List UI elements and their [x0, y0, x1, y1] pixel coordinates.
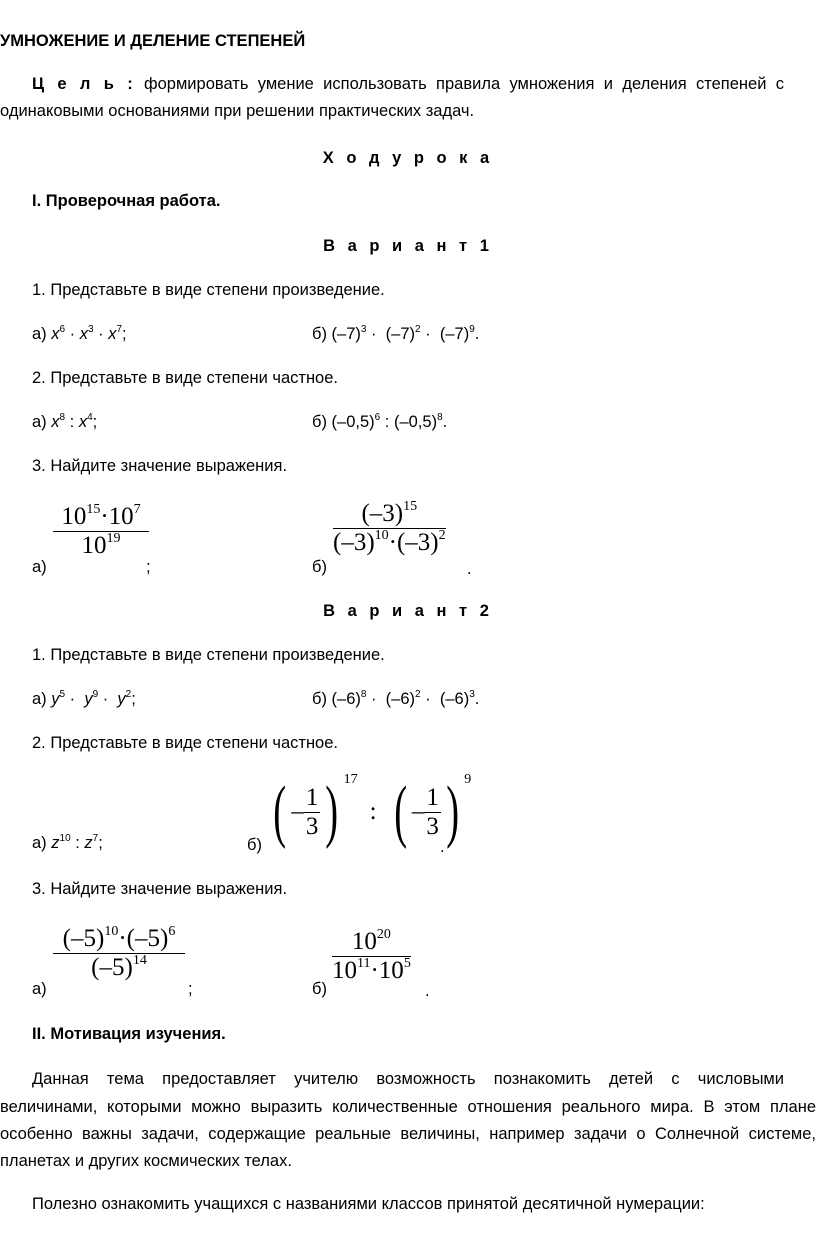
math-text: (–5): [91, 954, 133, 981]
math-text: (–5): [62, 925, 105, 952]
lesson-heading: Х о д у р о к а: [322, 149, 494, 167]
math-text: · (–7): [366, 325, 416, 343]
math-text: а): [32, 325, 52, 343]
exponent: 8: [59, 412, 66, 423]
paragraph-line: величинами, которыми можно выразить количественные отношения реального мира. В этом плане: [0, 1098, 816, 1116]
v2-question-3: 3. Найдите значение выражения.: [32, 880, 288, 898]
exponent: 10: [104, 924, 119, 939]
math-text: (–3): [333, 529, 375, 556]
variable: y: [84, 690, 93, 708]
variable: y: [117, 690, 126, 708]
v2-task-3b-label: б): [312, 980, 327, 998]
exponent: 5: [59, 689, 66, 700]
v1-task-3b-label: б): [312, 558, 327, 576]
v2-task-3a-label: а): [32, 980, 47, 998]
math-text: · (–6): [420, 690, 470, 708]
math-text: 10: [351, 928, 377, 955]
exponent: 20: [376, 927, 391, 942]
section-2-heading: II. Мотивация изучения.: [32, 1025, 226, 1043]
exponent: 2: [438, 528, 446, 543]
v1-task-2b: [312, 411, 447, 433]
exponent: 10: [374, 528, 389, 543]
punct: ;: [188, 980, 193, 998]
exponent: 9: [469, 324, 475, 335]
variable: x: [51, 413, 60, 431]
paragraph-2: Полезно ознакомить учащихся с названиями классов принятой десятичной нумерации:: [32, 1195, 705, 1213]
punct: ;: [146, 558, 151, 576]
variant-1-heading: В а р и а н т 1: [323, 237, 493, 255]
exponent: 2: [415, 689, 421, 700]
math-text: ·(–5): [118, 925, 169, 952]
math-text: ·: [65, 325, 80, 343]
fraction: [424, 784, 441, 841]
math-text: 10: [332, 957, 357, 984]
numerator: [361, 500, 417, 528]
math-text: :: [65, 413, 79, 431]
v1-task-2a: [32, 411, 97, 433]
fraction: [304, 784, 321, 841]
goal-line-2: одинаковыми основаниями при решении практических задач.: [0, 102, 475, 120]
math-text: а): [32, 413, 52, 431]
math-text: б) (–6): [312, 690, 361, 708]
v2-task-2b-label: б): [247, 836, 262, 854]
math-text: ;: [122, 325, 127, 343]
punct: .: [440, 838, 445, 856]
paren: ): [446, 773, 459, 850]
numerator: [63, 925, 176, 953]
exponent: 9: [92, 689, 99, 700]
denominator: [332, 956, 411, 985]
numerator: 1: [426, 783, 439, 811]
paren: (: [273, 773, 287, 850]
exponent: 8: [360, 689, 367, 700]
exponent: 6: [59, 324, 66, 335]
variable: z: [84, 834, 93, 852]
v1-task-3a-fraction: [53, 503, 149, 560]
v2-task-2a: [32, 832, 103, 854]
exponent: 6: [168, 924, 176, 939]
goal-line-1: [0, 73, 784, 95]
numerator: 1: [305, 783, 319, 811]
math-text: а): [32, 690, 52, 708]
punct: .: [467, 560, 472, 578]
exponent: 15: [403, 499, 418, 514]
exponent: 11: [357, 956, 371, 971]
v1-task-1b: [312, 323, 479, 345]
paren: (: [393, 773, 407, 850]
exponent: 5: [403, 956, 411, 971]
section-1-heading: I. Проверочная работа.: [32, 192, 221, 210]
math-text: : (–0,5): [380, 413, 438, 431]
exponent: 15: [86, 502, 101, 517]
paragraph-line: планетах и других космических телах.: [0, 1152, 292, 1170]
document-title: УМНОЖЕНИЕ И ДЕЛЕНИЕ СТЕПЕНЕЙ: [0, 32, 306, 50]
math-text: ·: [65, 690, 85, 708]
v1-task-3a-label: а): [32, 558, 47, 576]
exponent: 2: [415, 324, 421, 335]
math-text: ·(–3): [388, 529, 439, 556]
v1-task-1a: [32, 323, 127, 345]
v1-question-2: 2. Представьте в виде степени частное.: [32, 369, 338, 387]
paragraph-line: Данная тема предоставляет учителю возможность познакомить детей с числовыми: [32, 1070, 784, 1088]
colon: :: [369, 798, 377, 825]
minus: –: [291, 798, 304, 825]
exponent: 9: [464, 772, 472, 787]
denominator: 3: [426, 812, 439, 840]
exponent: 4: [87, 412, 93, 423]
math-text: б) (–7): [312, 325, 361, 343]
exponent: 10: [59, 833, 71, 844]
math-text: · (–6): [366, 690, 416, 708]
punct: .: [425, 982, 430, 1000]
denominator: 3: [305, 812, 319, 840]
math-text: 10: [61, 503, 87, 530]
math-text: ·10: [370, 957, 404, 984]
v2-question-1: 1. Представьте в виде степени произведение.: [32, 646, 385, 664]
math-text: ;: [98, 834, 103, 852]
exponent: 6: [374, 412, 381, 423]
v1-question-1: 1. Представьте в виде степени произведение.: [32, 281, 385, 299]
math-text: ;: [92, 413, 98, 431]
exponent: 7: [92, 833, 99, 844]
numerator: [61, 503, 140, 531]
v1-task-3b-fraction: [333, 500, 446, 557]
variable: x: [78, 413, 88, 431]
denominator: [53, 953, 185, 982]
exponent: 7: [116, 324, 123, 335]
math-text: .: [474, 690, 480, 708]
math-text: .: [442, 413, 448, 431]
math-text: .: [474, 325, 480, 343]
math-text: б) (–0,5): [312, 413, 375, 431]
variable: x: [108, 325, 117, 343]
v2-task-1b: [312, 688, 479, 710]
denominator: [53, 531, 149, 560]
exponent: 2: [125, 689, 132, 700]
exponent: 8: [437, 412, 443, 423]
variable: x: [51, 325, 60, 343]
math-text: ;: [131, 690, 136, 708]
math-text: ·: [98, 690, 118, 708]
variable: y: [51, 690, 60, 708]
exponent: 7: [133, 502, 141, 517]
numerator: [352, 928, 391, 956]
math-text: ·: [93, 325, 109, 343]
exponent: 14: [132, 953, 147, 968]
paren: ): [325, 773, 339, 850]
minus: –: [411, 798, 425, 825]
math-text: :: [70, 834, 85, 852]
math-text: ·10: [100, 503, 134, 530]
v2-question-2: 2. Представьте в виде степени частное.: [32, 734, 338, 752]
v2-task-3a-fraction: [53, 925, 185, 982]
math-text: 10: [81, 532, 107, 559]
math-text: (–3): [361, 500, 404, 527]
variable: x: [79, 325, 88, 343]
exponent: 17: [343, 772, 358, 787]
v2-task-1a: [32, 688, 136, 710]
math-text: · (–7): [420, 325, 470, 343]
exponent: 19: [106, 531, 121, 546]
v1-question-3: 3. Найдите значение выражения.: [32, 457, 288, 475]
variant-2-heading: В а р и а н т 2: [323, 602, 493, 620]
v2-task-3b-fraction: [332, 928, 411, 985]
math-text: а): [32, 834, 52, 852]
exponent: 3: [88, 324, 94, 335]
goal-label: Ц е л ь :: [32, 75, 135, 93]
variable: z: [51, 834, 60, 852]
exponent: 3: [469, 689, 475, 700]
denominator: [333, 528, 446, 557]
goal-text: формировать умение использовать правила умножения и деления степеней с: [144, 75, 784, 93]
exponent: 3: [360, 324, 367, 335]
paragraph-line: особенно важны задачи, содержащие реальные величины, например задачи о Солнечной системе,: [0, 1125, 816, 1143]
